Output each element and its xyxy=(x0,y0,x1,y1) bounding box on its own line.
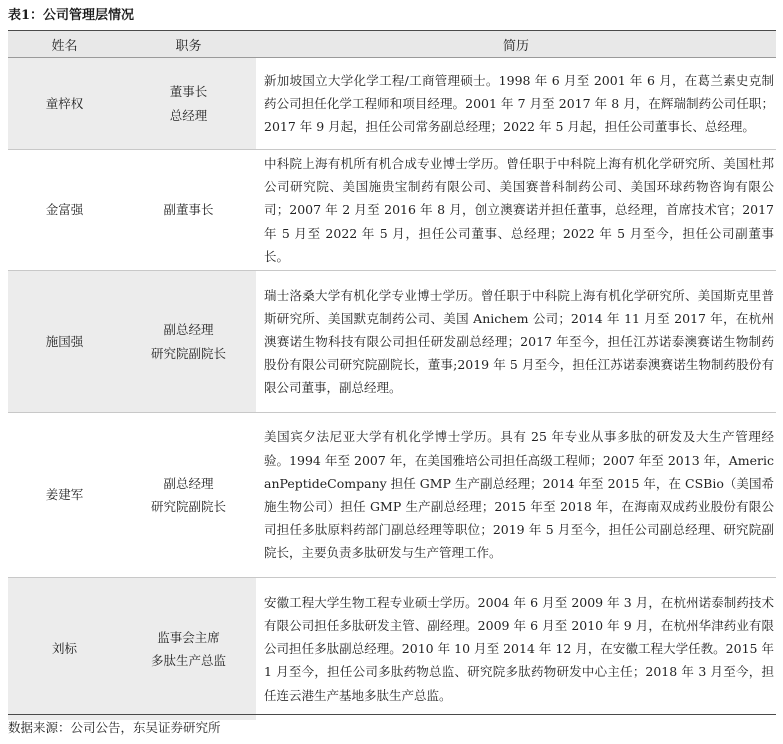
title-line: 副总经理 xyxy=(163,322,214,338)
person-bio: 美国宾夕法尼亚大学有机化学博士学历。具有 25 年专业从事多肽的研发及大生产管理经验。1994 年至 2007 年，在美国雅培公司担任高级工程师；2007 年至 2013 年，AmericanPeptideCompany 担任 GMP 生产副总经理；2014 年至 2015 年，在 CSBio（美国希施生物公司）担任 GMP 生产副总经理；2015 年至 2018 年，在海南双成药业股份有限公司担任多肽原料药部门副总经理等职位；2019 年 5 月至今，担任公司副总经理、研究院副院长，主要负责多肽研发与生产管理工作。 xyxy=(256,413,776,578)
header-title: 职务 xyxy=(121,31,256,58)
title-line: 研究院副院长 xyxy=(150,499,226,515)
title-line: 副总经理 xyxy=(163,475,214,491)
person-bio: 安徽工程大学生物工程专业硕士学历。2004 年 6 月至 2009 年 3 月，在杭州诺泰制药技术有限公司担任多肽研发主管、副经理。2009 年 6 月至 2010 年 9 月，在杭州华津药业有限公司担任多肽副总经理。2010 年 10 月至 2014 年 12 月，在安徽工程大学任教。2015 年 1 月至今，担任公司多肽药物总监、研究院多肽药物研发中心主任；2018 年 3 月至今，担任连云港生产基地多肽生产总监。 xyxy=(264,594,774,703)
table-row xyxy=(8,150,776,271)
person-name: 刘标 xyxy=(8,578,121,720)
person-title xyxy=(121,413,256,578)
title-line: 总经理 xyxy=(169,107,208,123)
table-caption: 表1：公司管理层情况 xyxy=(8,8,135,23)
person-name: 施国强 xyxy=(8,271,121,413)
source-note: 数据来源：公司公告，东吴证券研究所 xyxy=(8,720,221,735)
title-line: 监事会主席 xyxy=(157,629,220,645)
person-name: 童梓权 xyxy=(8,58,121,150)
header-bio: 简历 xyxy=(256,31,776,58)
table-row xyxy=(8,58,776,150)
title-line: 研究院副院长 xyxy=(150,345,226,361)
person-title xyxy=(121,578,256,720)
person-bio: 新加坡国立大学化学工程/工商管理硕士。1998 年 6 月至 2001 年 6 月，在葛兰素史克制药公司担任化学工程师和项目经理。2001 年 7 月至 2017 年 8 月，在辉瑞制药公司任职；2017 年 9 月起，担任公司常务副总经理；2022 年 5 月起，担任公司董事长、总经理。 xyxy=(256,58,776,150)
person-name: 姜建军 xyxy=(8,413,121,578)
person-title xyxy=(121,150,256,271)
header-row xyxy=(8,31,776,58)
title-line: 多肽生产总监 xyxy=(150,652,226,668)
person-bio: 中科院上海有机所有机合成专业博士学历。曾任职于中科院上海有机化学研究所、美国杜邦公司研究院、美国施贵宝制药有限公司、美国赛普科制药公司、美国环球药物咨询有限公司；2007 年 2 月至 2016 年 8 月，创立澳赛诺并担任董事，总经理，首席技术官；2017 年 5 月至 2022 年 5 月，担任公司董事、总经理；2022 年 5 月至今，担任公司副董事长。 xyxy=(256,150,776,271)
person-title xyxy=(121,271,256,413)
title-line: 董事长 xyxy=(169,84,208,100)
person-title xyxy=(121,58,256,150)
title-line: 副董事长 xyxy=(163,202,214,218)
person-name: 金富强 xyxy=(8,150,121,271)
bottom-rule xyxy=(8,714,776,715)
header-name: 姓名 xyxy=(8,31,121,58)
person-bio: 瑞士洛桑大学有机化学专业博士学历。曾任职于中科院上海有机化学研究所、美国斯克里普斯研究所、美国默克制药公司、美国 Anichem 公司；2014 年 11 月至 2017 年，在杭州澳赛诺生物科技有限公司担任研发副总经理；2017 年至今，担任江苏诺泰澳赛诺生物制药股份有限公司研究院副院长，董事;2019 年 5 月至今，担任江苏诺泰澳赛诺生物制药股份有限公司董事，副总经理。 xyxy=(256,271,776,413)
management-table xyxy=(8,31,776,720)
table-row xyxy=(8,413,776,578)
table-row xyxy=(8,271,776,413)
table-row xyxy=(8,578,776,720)
